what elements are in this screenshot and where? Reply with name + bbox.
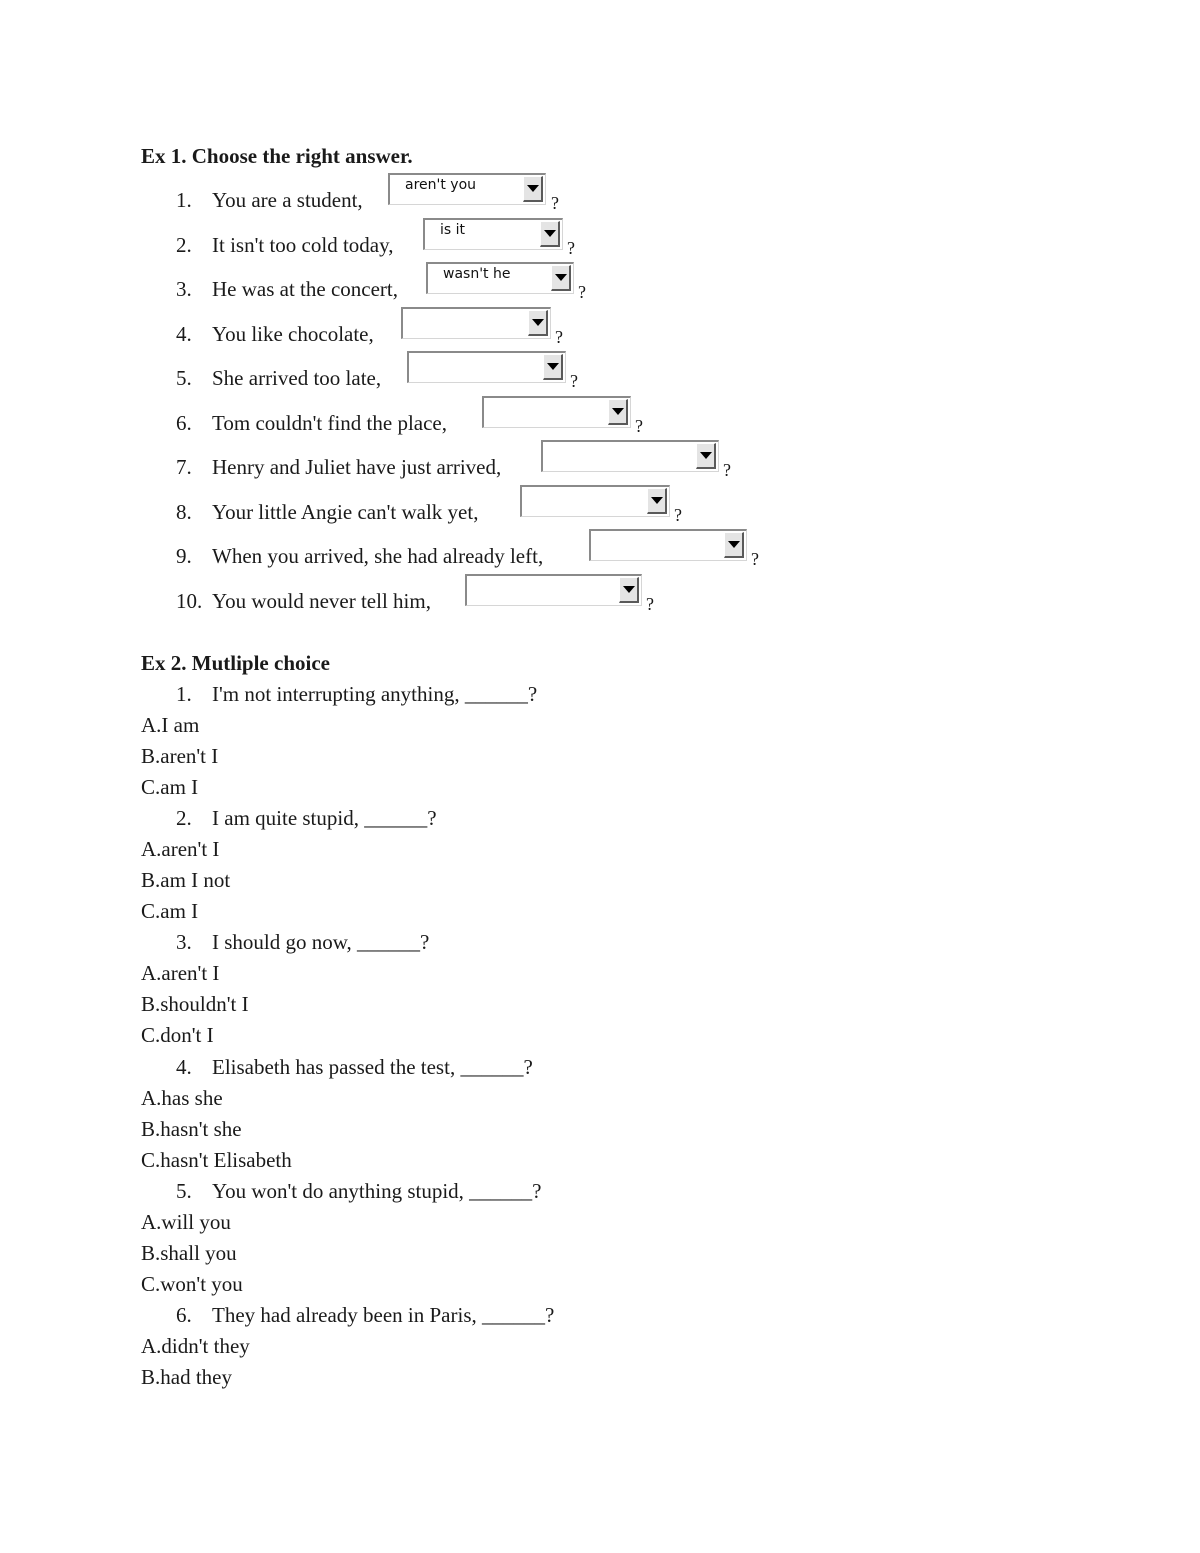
- ex1-heading: Ex 1. Choose the right answer.: [141, 144, 413, 168]
- item-number: 8.: [176, 500, 192, 524]
- answer-option: A.didn't they: [141, 1334, 250, 1358]
- question-mark: ?: [646, 594, 654, 614]
- answer-dropdown[interactable]: [482, 396, 631, 428]
- question-mark: ?: [751, 549, 759, 569]
- answer-option: C.am I: [141, 899, 199, 923]
- item-text: You like chocolate,: [212, 322, 374, 346]
- dropdown-value: is it: [440, 222, 466, 238]
- answer-dropdown[interactable]: [465, 574, 642, 606]
- question-text: Elisabeth has passed the test, ______?: [212, 1055, 533, 1079]
- question-text: I'm not interrupting anything, ______?: [212, 682, 538, 706]
- item-number: 3.: [176, 277, 192, 301]
- item-number: 2.: [176, 233, 192, 257]
- question-mark: ?: [723, 460, 731, 480]
- chevron-down-icon[interactable]: [540, 221, 560, 247]
- chevron-down-icon[interactable]: [543, 354, 563, 380]
- chevron-down-icon[interactable]: [619, 577, 639, 603]
- answer-option: A.aren't I: [141, 837, 220, 861]
- question-mark: ?: [567, 238, 575, 258]
- answer-option: B.aren't I: [141, 744, 219, 768]
- question-text: I should go now, ______?: [212, 930, 430, 954]
- question-number: 2.: [176, 806, 192, 830]
- answer-option: A.will you: [141, 1210, 231, 1234]
- question-text: They had already been in Paris, ______?: [212, 1303, 555, 1327]
- chevron-down-icon[interactable]: [528, 310, 548, 336]
- answer-option: A.I am: [141, 713, 200, 737]
- chevron-down-icon[interactable]: [608, 399, 628, 425]
- answer-dropdown[interactable]: [388, 173, 546, 205]
- dropdown-value: wasn't he: [443, 266, 511, 282]
- question-mark: ?: [674, 505, 682, 525]
- question-number: 3.: [176, 930, 192, 954]
- item-number: 9.: [176, 544, 192, 568]
- item-text: Tom couldn't find the place,: [212, 411, 447, 435]
- item-text: When you arrived, she had already left,: [212, 544, 544, 568]
- answer-dropdown[interactable]: [520, 485, 670, 517]
- answer-dropdown[interactable]: [407, 351, 566, 383]
- item-text: He was at the concert,: [212, 277, 398, 301]
- answer-option: B.shall you: [141, 1241, 237, 1265]
- item-number: 6.: [176, 411, 192, 435]
- answer-option: C.don't I: [141, 1023, 214, 1047]
- question-number: 5.: [176, 1179, 192, 1203]
- item-text: Your little Angie can't walk yet,: [212, 500, 479, 524]
- question-number: 1.: [176, 682, 192, 706]
- answer-option: B.had they: [141, 1365, 232, 1389]
- item-text: It isn't too cold today,: [212, 233, 394, 257]
- chevron-down-icon[interactable]: [647, 488, 667, 514]
- chevron-down-icon[interactable]: [523, 176, 543, 202]
- item-number: 5.: [176, 366, 192, 390]
- answer-option: B.shouldn't I: [141, 992, 249, 1016]
- question-number: 6.: [176, 1303, 192, 1327]
- item-number: 7.: [176, 455, 192, 479]
- ex2-heading: Ex 2. Mutliple choice: [141, 651, 330, 675]
- answer-option: A.aren't I: [141, 961, 220, 985]
- question-mark: ?: [635, 416, 643, 436]
- answer-option: C.won't you: [141, 1272, 243, 1296]
- question-text: You won't do anything stupid, ______?: [212, 1179, 542, 1203]
- item-text: You are a student,: [212, 188, 363, 212]
- answer-option: C.am I: [141, 775, 199, 799]
- chevron-down-icon[interactable]: [724, 532, 744, 558]
- answer-option: B.hasn't she: [141, 1117, 242, 1141]
- question-mark: ?: [578, 282, 586, 302]
- item-number: 1.: [176, 188, 192, 212]
- answer-dropdown[interactable]: [423, 218, 563, 250]
- question-mark: ?: [570, 371, 578, 391]
- answer-dropdown[interactable]: [426, 262, 574, 294]
- answer-dropdown[interactable]: [589, 529, 747, 561]
- question-number: 4.: [176, 1055, 192, 1079]
- answer-option: C.hasn't Elisabeth: [141, 1148, 292, 1172]
- chevron-down-icon[interactable]: [551, 265, 571, 291]
- answer-option: A.has she: [141, 1086, 223, 1110]
- item-number: 4.: [176, 322, 192, 346]
- chevron-down-icon[interactable]: [696, 443, 716, 469]
- dropdown-value: aren't you: [405, 177, 477, 193]
- item-text: You would never tell him,: [212, 589, 431, 613]
- item-number: 10.: [176, 589, 203, 613]
- question-mark: ?: [551, 193, 559, 213]
- item-text: She arrived too late,: [212, 366, 382, 390]
- question-text: I am quite stupid, ______?: [212, 806, 437, 830]
- answer-option: B.am I not: [141, 868, 231, 892]
- answer-dropdown[interactable]: [541, 440, 719, 472]
- answer-dropdown[interactable]: [401, 307, 551, 339]
- item-text: Henry and Juliet have just arrived,: [212, 455, 502, 479]
- question-mark: ?: [555, 327, 563, 347]
